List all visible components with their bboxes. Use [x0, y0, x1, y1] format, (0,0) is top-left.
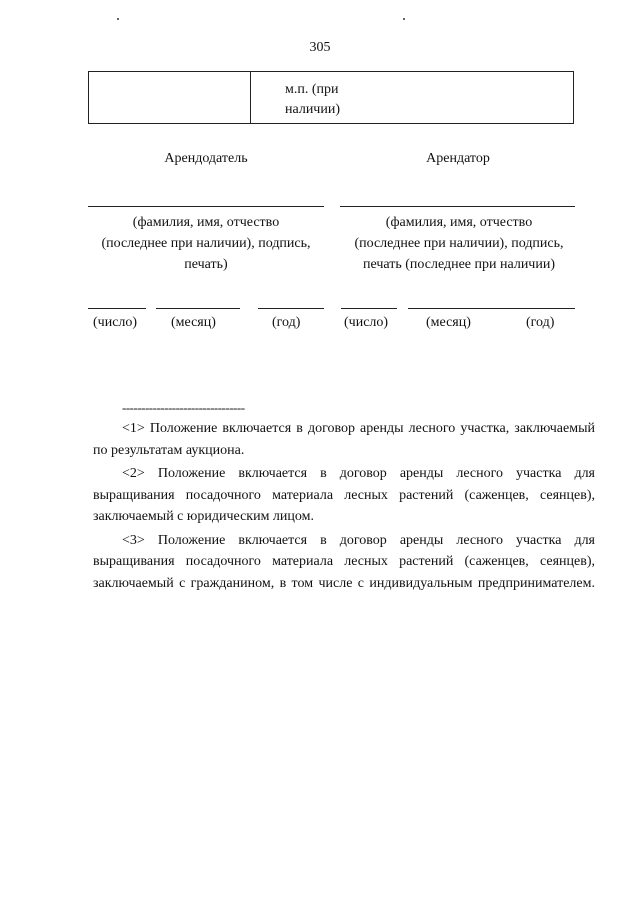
landlord-title: Арендодатель — [164, 151, 248, 166]
stamp-text-line2: наличии) — [285, 102, 340, 117]
stamp-text-line1: м.п. (при — [285, 82, 339, 97]
footnote-3: <3> Положение включается в договор аренды лесного участка для выращивания посадочного материала лесных растений (саженцев, сеянцев), заключаемый с гражданином, в том числе с индивидуальным предпринимателем. — [93, 532, 595, 591]
landlord-year-line — [258, 308, 324, 309]
tenant-day-label: (число) — [344, 315, 389, 330]
footnote-2: <2> Положение включается в договор аренды лесного участка для выращивания посадочного материала лесных растений (саженцев, сеянцев), заключаемый с юридическим лицом. — [93, 466, 595, 524]
tenant-caption-line3: печать (последнее при наличии) — [362, 257, 555, 272]
tenant-caption-line1: (фамилия, имя, отчество — [385, 215, 533, 230]
tenant-caption — [336, 212, 582, 275]
landlord-caption — [80, 212, 332, 275]
scan-speck — [403, 18, 405, 20]
scan-speck — [117, 18, 119, 20]
landlord-caption-line2: (последнее при наличии), подпись, — [101, 236, 311, 251]
tenant-year-label: (год) — [526, 315, 555, 330]
tenant-signature-line — [340, 206, 575, 207]
tenant-month-label: (месяц) — [426, 315, 471, 330]
landlord-signature-line — [88, 206, 324, 207]
stamp-cell — [285, 80, 340, 120]
footnote-separator: -------------------------------- — [122, 400, 245, 415]
tenant-day-line — [341, 308, 397, 309]
footnotes — [93, 418, 595, 596]
page-number: 305 — [309, 40, 331, 55]
landlord-month-label: (месяц) — [171, 315, 216, 330]
tenant-month-line — [408, 308, 503, 309]
table-divider — [250, 72, 251, 123]
footnote-1: <1> Положение включается в договор аренды лесного участка, заключаемый по результатам аукциона. — [93, 421, 595, 458]
signature-table — [88, 71, 574, 124]
tenant-year-line — [503, 308, 575, 309]
landlord-caption-line1: (фамилия, имя, отчество — [132, 215, 280, 230]
landlord-caption-line3: печать) — [184, 257, 228, 272]
landlord-day-line — [88, 308, 146, 309]
landlord-year-label: (год) — [272, 315, 301, 330]
tenant-title: Арендатор — [426, 151, 490, 166]
landlord-month-line — [156, 308, 240, 309]
landlord-day-label: (число) — [93, 315, 138, 330]
tenant-caption-line2: (последнее при наличии), подпись, — [354, 236, 564, 251]
